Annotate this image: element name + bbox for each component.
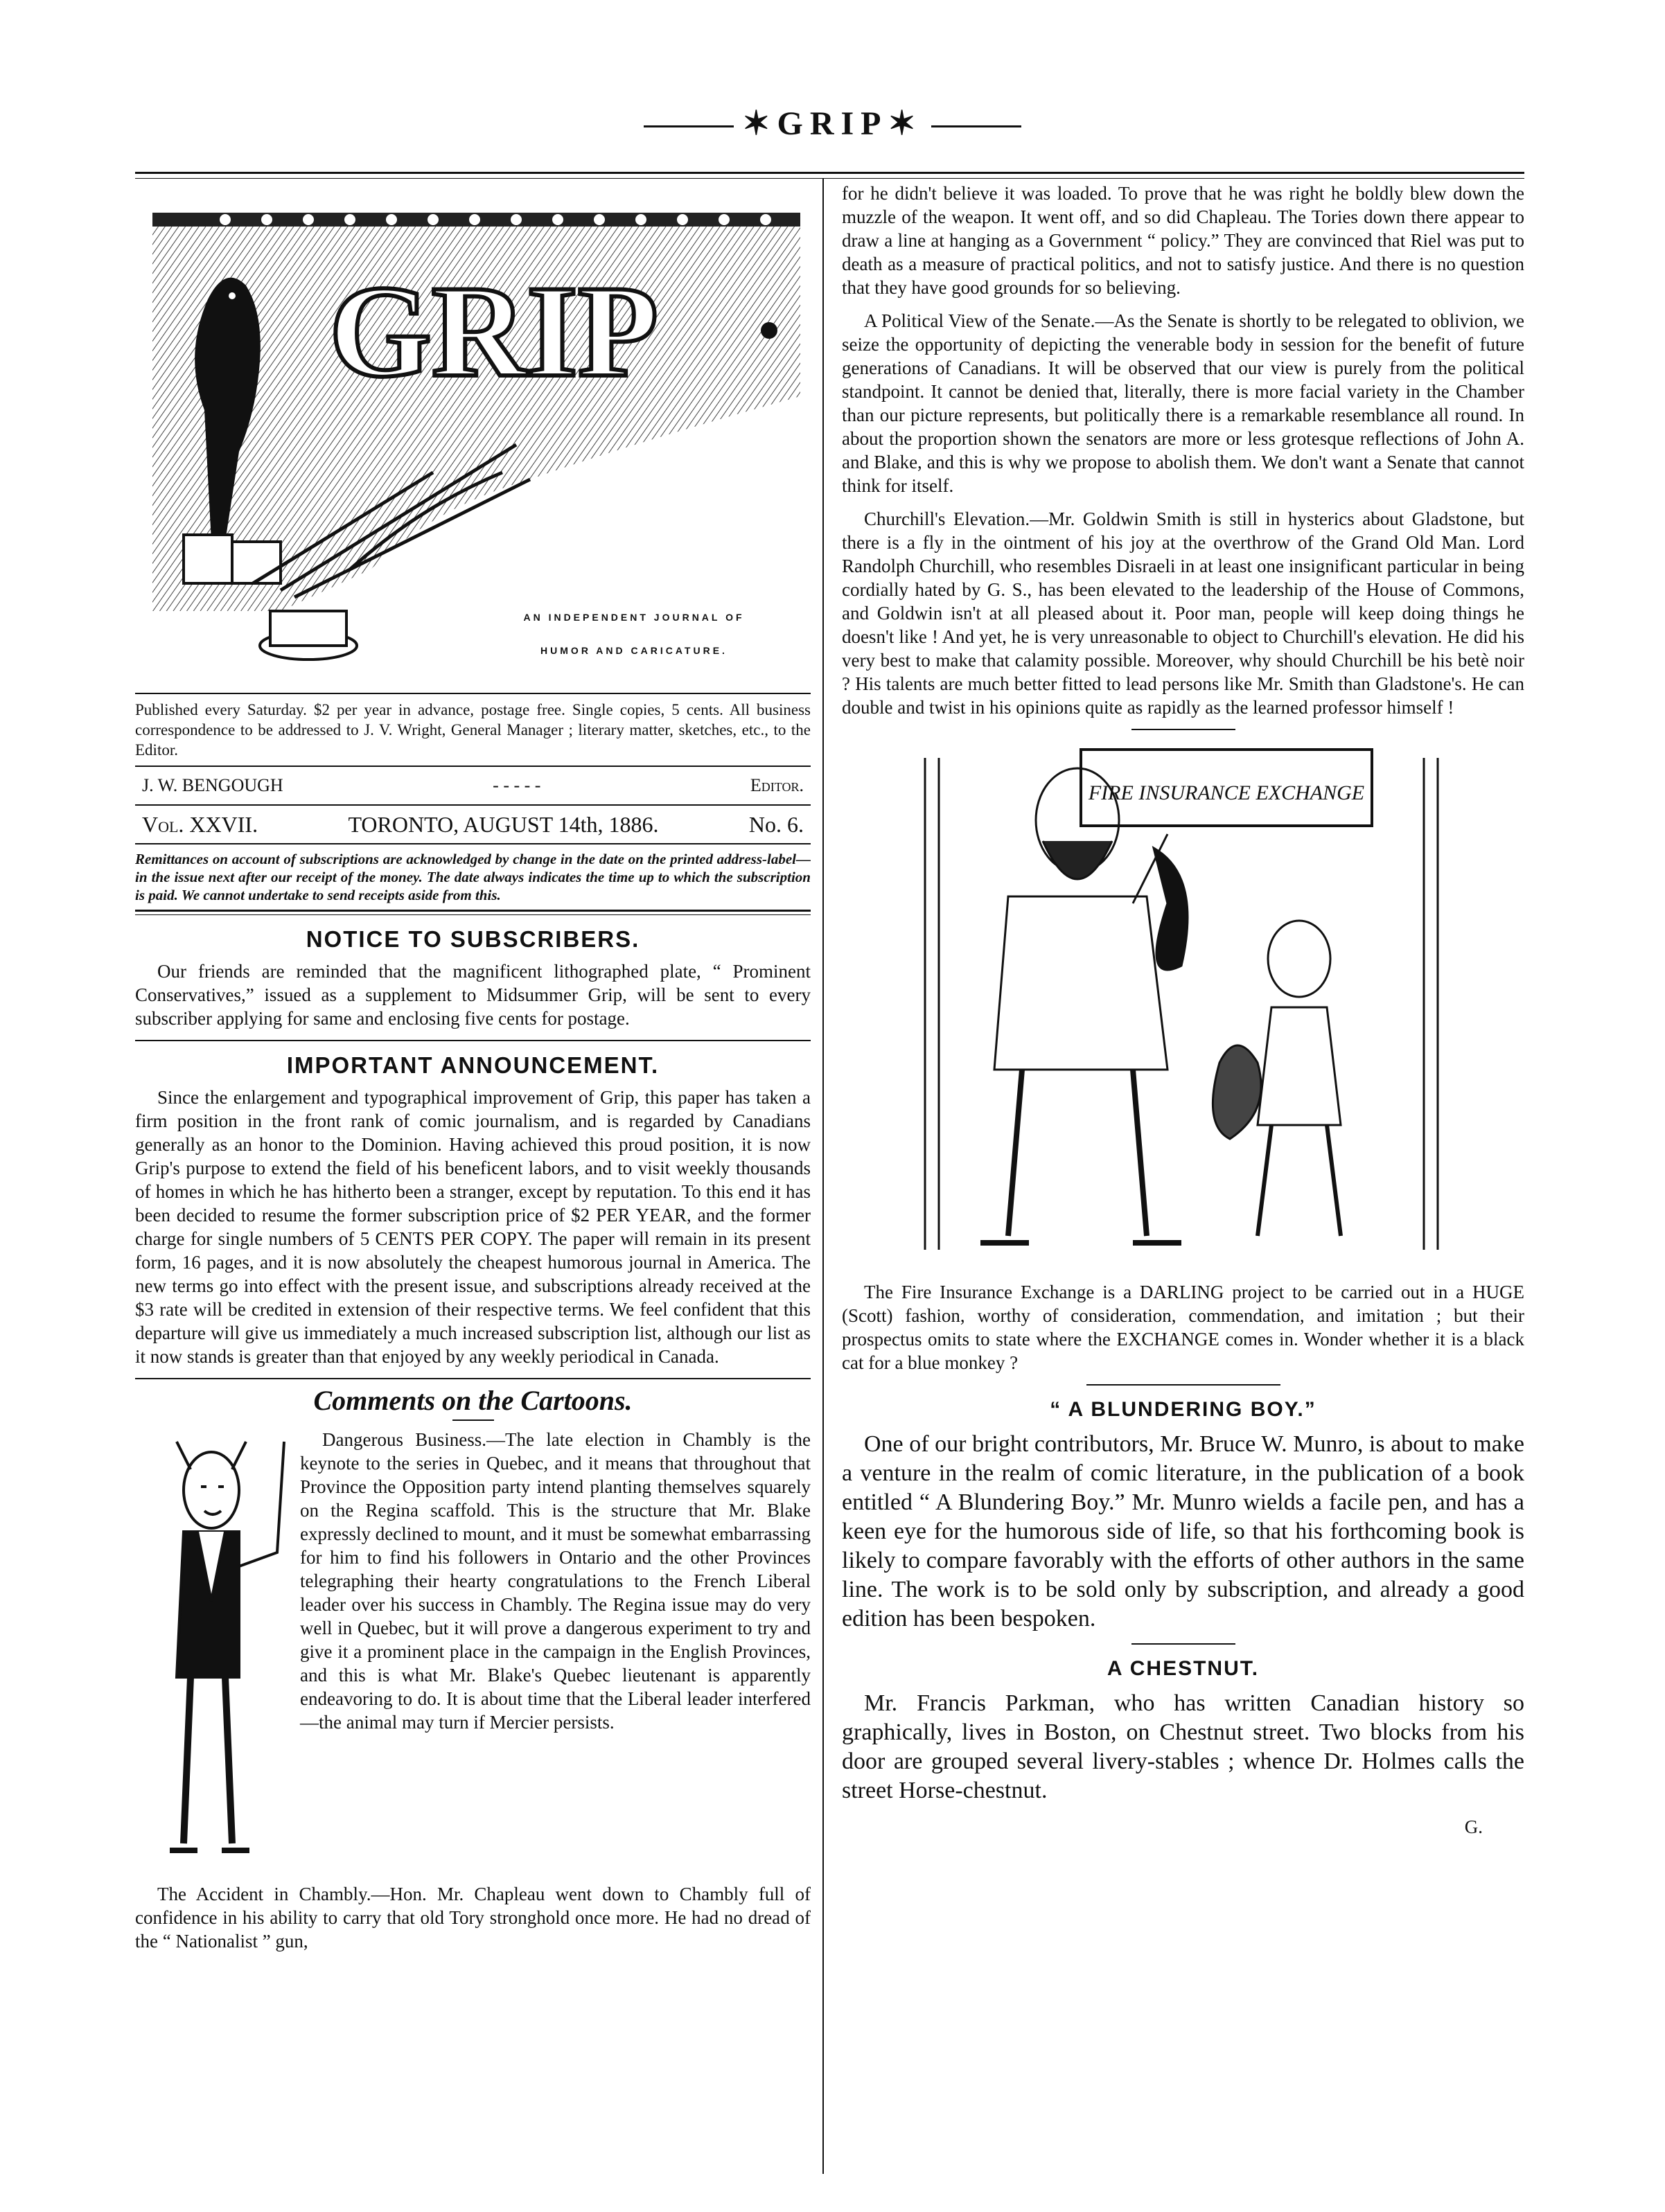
fire-insurance-cartoon [842, 737, 1524, 1271]
chestnut-signature: G. [1464, 1816, 1483, 1837]
remittances-note: Remittances on account of subscriptions are acknowledged by change in the date on the printed address-label—in the issue next after our receipt of the money. The date always indicates the time up to which the subscription is paid. We cannot undertake to send receipts aside from this. [135, 851, 811, 903]
editor-rule [135, 804, 811, 806]
black-cat-icon [1154, 848, 1188, 970]
chestnut-body: Mr. Francis Parkman, who has written Canadian history so graphically, lives in Boston, on Chestnut street. Two blocks from his door are grouped several livery-stables ; whence Dr. Holmes calls the street Horse-chestnut. [842, 1690, 1524, 1803]
chestnut-heading: A CHESTNUT. [1107, 1657, 1260, 1680]
left-column [135, 182, 811, 1963]
blundering-boy-body: One of our bright contributors, Mr. Bruce W. Munro, is about to make a venture in the realm of comic literature, in the publication of a book entitled “ A Blundering Boy.” Mr. Munro wields a facile pen, and has a keen eye for the humorous side of life, so that his forthcoming book is likely to compare favorably with the efforts of other authors in the same line. The work is to be sold only by subscription, and already a good edition has been bespoken. [842, 1431, 1524, 1631]
pubinfo-rule [135, 766, 811, 767]
publication-info: Published every Saturday. $2 per year in advance, postage free. Single copies, 5 cents. All business correspondence to be addressed to J. V. Wright, General Manager ; literary matter, sketches, etc., to the Editor. [135, 701, 811, 759]
announcement-heading: IMPORTANT ANNOUNCEMENT. [286, 1052, 660, 1078]
churchill-rule [1131, 729, 1235, 730]
comment-accident: The Accident in Chambly.—Hon. Mr. Chapleau went down to Chambly full of confidence in his ability to carry that old Tory stronghold once more. He had no dread of the “ Nationalist ” gun, [135, 1884, 811, 1952]
monkey-icon [1213, 1045, 1261, 1139]
volume-rule [135, 843, 811, 844]
comment-accident-continued: for he didn't believe it was loaded. To prove that he was right he boldly blew down the muzzle of the weapon. It went off, and so did Chapleau. The Tories down there appear to draw a line at hanging as a Government “ policy.” They are convinced that Riel was put to death as a measure of practical politics, and not to satisfy justice. And there is no question that they have good grounds for so believing. [842, 183, 1524, 298]
issue-date: TORONTO, AUGUST 14th, 1886. [348, 812, 659, 837]
masthead-tagline-1: AN INDEPENDENT JOURNAL OF [523, 612, 745, 623]
notice-heading: NOTICE TO SUBSCRIBERS. [306, 926, 640, 952]
masthead-dot [761, 322, 777, 339]
comment-churchill: Churchill's Elevation.—Mr. Goldwin Smith is still in hysterics about Gladstone, but there is a fly in the ointment of his joy at the overthrow of the Grand Old Man. Lord Randolph Churchill, who resembles Disraeli in at least one insignificant particular in being cordially hated by G. S., has been elevated to the leadership of the House of Commons, and Goldwin isn't at all pleased about it. Poor man, people will keep doing things he doesn't like ! And yet, he is very unreasonable to object to Churchill's elevation. He did his very best to make that calamity possible. Moreover, why should Churchill be his betè noir ? His talents are much better fitted to lead persons like Mr. Smith than Gladstone's. He can double and twist in his opinions quite as rapidly as the learned professor himself ! [842, 508, 1524, 718]
cartoon-illustration [842, 737, 1524, 1271]
editor-dots: - - - - - [493, 775, 541, 795]
issue-number: No. 6. [748, 812, 804, 837]
volume-number: Vol. XXVII. [142, 812, 258, 837]
remittances-rule [135, 910, 811, 915]
masthead-tagline-2: HUMOR AND CARICATURE. [540, 645, 728, 656]
masthead-title: GRIP [329, 259, 658, 405]
cartoon-figure-illustration [135, 1428, 288, 1878]
running-head-title: GRIP [777, 105, 888, 142]
column-divider [822, 179, 824, 2174]
cartoon-caption: The Fire Insurance Exchange is a DARLING project to be carried out in a HUGE (Scott) fashion, worthy of consideration, commendation, and imitation ; but their prospectus omits to state where the EXCHANGE comes in. Wonder whether it is a black cat for a blue monkey ? [842, 1282, 1524, 1373]
comments-rule [452, 1419, 494, 1421]
masthead-rule [135, 693, 811, 694]
caption-rule [1086, 1384, 1280, 1386]
head-rule-left [644, 125, 734, 127]
announcement-body: Since the enlargement and typographical improvement of Grip, this paper has taken a firm position in the front rank of comic journalism, and is regarded by Canadians generally as an honor to the Dominion. Having achieved this proud position, it is now Grip's purpose to extend the field of his beneficent labors, and to visit weekly thousands of homes in which he has hitherto been a stranger, except by reputation. To this end it has been decided to resume the former subscription price of $2 PER YEAR, and the former charge for single numbers of 5 CENTS PER COPY. The paper will remain in its present form, 16 pages, and it is now absolutely the cheapest humorous journal in America. The new terms go into effect with the present issue, and subscriptions already received at the $3 rate will be credited in extension of their respective terms. We feel confident that this departure will give us immediately a much increased subscription list, although our list as it now stands is greater than that enjoyed by any weekly periodical in Canada. [135, 1087, 811, 1367]
comments-heading: Comments on the Cartoons. [313, 1385, 633, 1416]
notice-rule [135, 1040, 811, 1041]
editor-line [142, 774, 804, 797]
running-head: ✶GRIP✶ [0, 104, 1665, 143]
right-column [842, 182, 1524, 1839]
cartoon-sign-text: FIRE INSURANCE EXCHANGE [1088, 781, 1365, 804]
announcement-rule [135, 1378, 811, 1379]
blundering-boy-rule [1131, 1643, 1235, 1645]
editor-title: Editor. [750, 775, 804, 795]
editor-name: J. W. BENGOUGH [142, 775, 283, 795]
comment-senate: A Political View of the Senate.—As the Senate is shortly to be relegated to oblivion, we seize the opportunity of depicting the venerable body in session for the benefit of future generations of Canadians. It will be observed that our view is purely from the political standpoint. It cannot be denied that, literally, there is more facial variety in the Chamber than our picture represents, but politically there is a remarkable resemblance all round. In about the proportion shown the senators are more or less grotesque reflections of John A. and Blake, and this is why we propose to abolish them. We don't want a Senate that cannot think for itself. [842, 310, 1524, 496]
comment-dangerous-business: Dangerous Business.—The late election in Chambly is the keynote to the series in Quebec, and it means that throughout that Province the Opposition party intend planting themselves squarely on the Regina scaffold. This is the structure that Mr. Blake expressly declined to mount, and it must be somewhat embarrassing for him to find his followers in Ontario and the other Provinces telegraphing their hearty congratulations to the French Liberal leader over his success in Chambly. The Regina issue may do very well in Quebec, but it will prove a dangerous experiment to try and give it a prominent place in the campaign in the English Provinces, and this is what Mr. Blake's Quebec lieutenant is apparently endeavoring to do. It is about time that the Liberal leader interfered—the animal may turn if Mercier persists. [300, 1429, 811, 1733]
head-rule-right [931, 125, 1021, 127]
masthead [142, 182, 807, 687]
volume-line [142, 813, 804, 836]
blundering-boy-heading: “ A BLUNDERING BOY.” [1050, 1398, 1316, 1421]
notice-body: Our friends are reminded that the magnificent lithographed plate, “ Prominent Conservatives,” issued as a supplement to Midsummer Grip, will be sent to every subscriber applying for same and enclosing five cents for postage. [135, 961, 811, 1029]
top-rule [135, 172, 1524, 179]
